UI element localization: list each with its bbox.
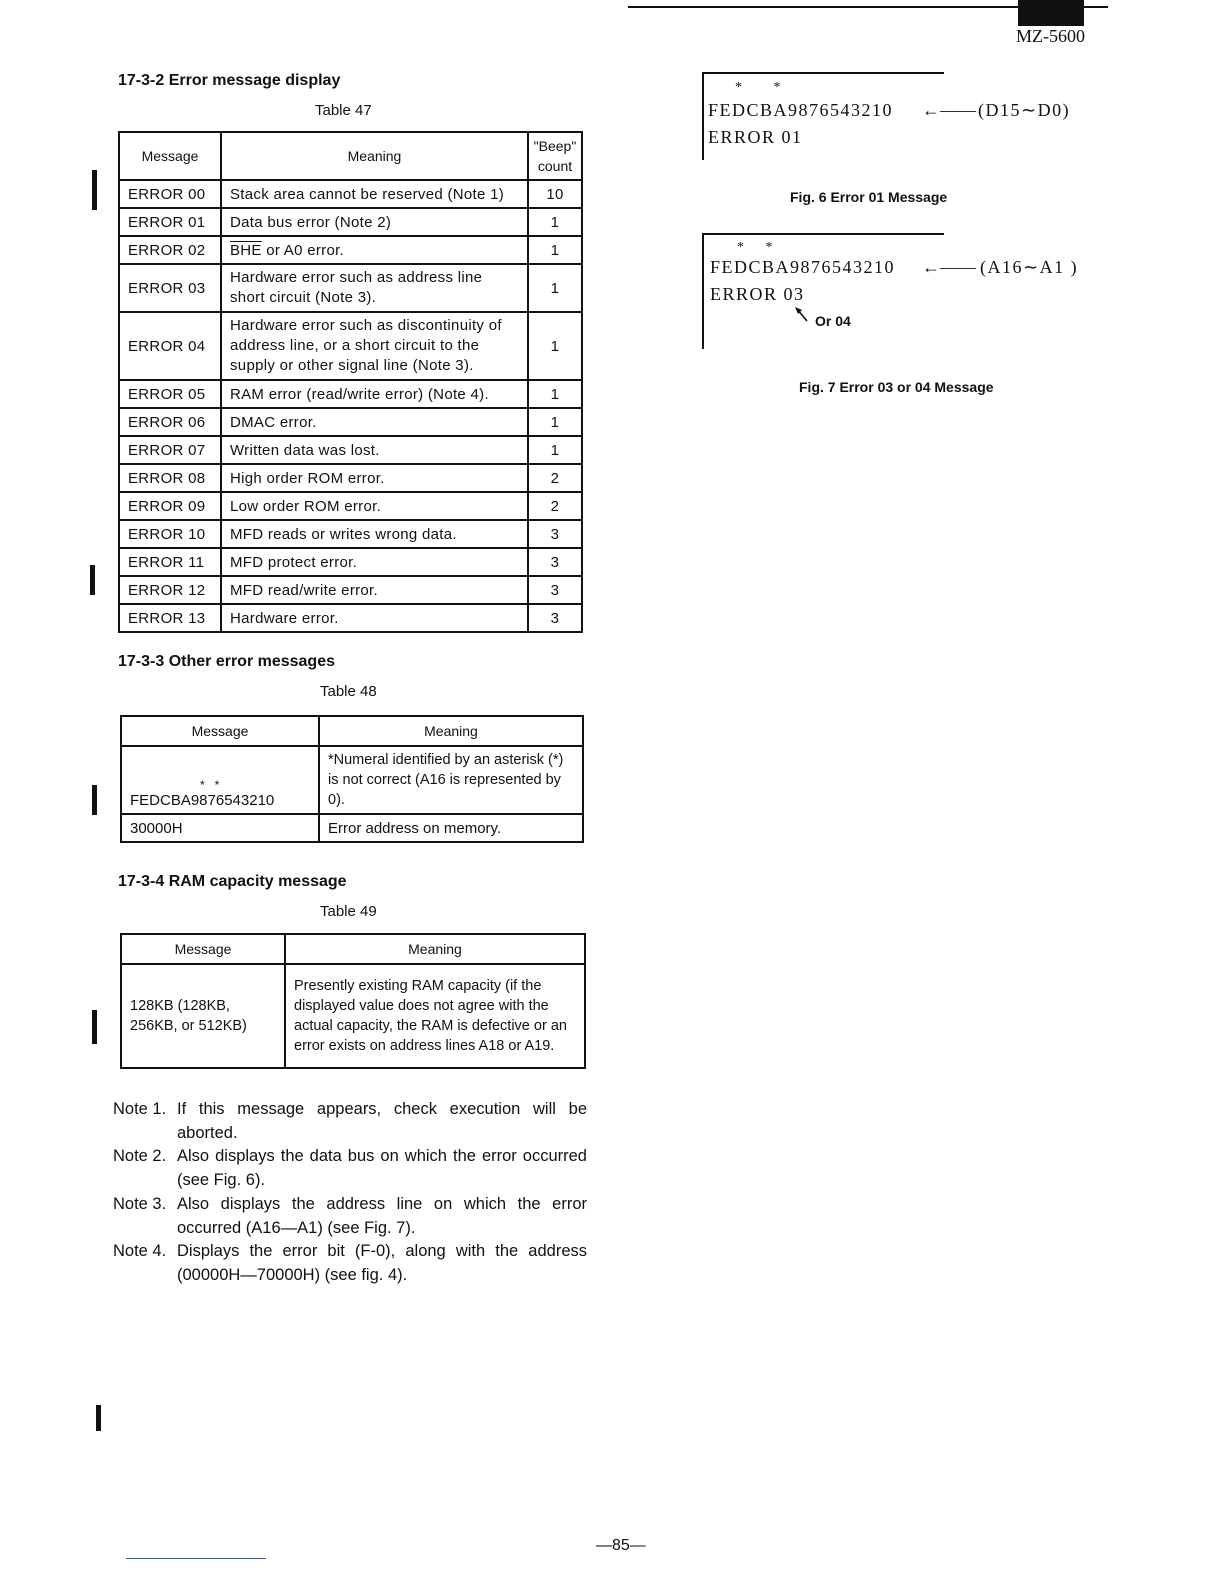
fig6-error: ERROR 01 [708, 127, 803, 147]
fig7-top-rule [702, 233, 944, 235]
column-header-meaning: Meaning [319, 716, 583, 746]
section-heading-other-errors: 17-3-3 Other error messages [118, 653, 335, 670]
fig7-arrow: ←—— [922, 257, 976, 277]
table-row: ERROR 09 Low order ROM error. 2 [119, 492, 582, 520]
fig6-top-rule [702, 72, 944, 74]
margin-mark [92, 1010, 97, 1044]
table-row: ERROR 11 MFD protect error. 3 [119, 548, 582, 576]
note-2: Note 2. Also displays the data bus on which the error occurred (see Fig. 6). [113, 1147, 587, 1189]
fig6-caption: Fig. 6 Error 01 Message [790, 189, 948, 205]
fig6-arrow: ←—— [922, 100, 976, 120]
margin-mark [92, 170, 97, 210]
table-47-caption: Table 47 [315, 102, 372, 119]
column-header-message: Message [121, 716, 319, 746]
note-1: Note 1. If this message appears, check execution will be aborted. [113, 1100, 587, 1142]
fig7-range: (A16∼A1 ) [980, 257, 1079, 277]
table-row: ERROR 08 High order ROM error. 2 [119, 464, 582, 492]
margin-mark [90, 565, 95, 595]
table-48-caption: Table 48 [320, 683, 377, 700]
table-row: 128KB (128KB, 256KB, or 512KB) Presently existing RAM capacity (if the displayed value does not agree with the actual capacity, the RAM is defective or an error exists on address lines A18 or A19. [121, 964, 585, 1068]
column-header-message: Message [121, 934, 285, 964]
fig6-asterisks: * * [735, 80, 782, 95]
table-row: ERROR 07 Written data was lost. 1 [119, 436, 582, 464]
table-row: ERROR 12 MFD read/write error. 3 [119, 576, 582, 604]
table-47 [118, 131, 583, 633]
table-row: * * FEDCBA9876543210 *Numeral identified by an asterisk (*) is not correct (A16 is represented by 0). [121, 746, 583, 814]
table-row: ERROR 02 $\overline{BHE}$ or A0 error. 1 [119, 236, 582, 264]
note-4: Note 4. Displays the error bit (F-0), along with the address (00000H—70000H) (see fig. 4). [113, 1242, 587, 1284]
table-row: ERROR 06 DMAC error. 1 [119, 408, 582, 436]
table-row: ERROR 04 Hardware error such as discontinuity of address line, or a short circuit to the supply or other signal line (Note 3). 1 [119, 312, 582, 380]
margin-mark [96, 1405, 101, 1431]
fig6-left-rule [702, 72, 704, 160]
table-48 [120, 715, 584, 843]
table-row: ERROR 13 Hardware error. 3 [119, 604, 582, 632]
fig7-pointer-arrow [794, 306, 810, 324]
column-header-meaning: Meaning [221, 132, 528, 180]
fig7-asterisks: * * [737, 240, 774, 255]
note-3: Note 3. Also displays the address line on which the error occurred (A16—A1) (see Fig. 7). [113, 1195, 587, 1237]
fig7-caption: Fig. 7 Error 03 or 04 Message [799, 379, 994, 395]
fig7-error: ERROR 03 [710, 284, 805, 304]
column-header-meaning: Meaning [285, 934, 585, 964]
table-49 [120, 933, 586, 1069]
table-row: ERROR 10 MFD reads or writes wrong data. 3 [119, 520, 582, 548]
model-number: MZ-5600 [1016, 26, 1085, 46]
fig6-range: (D15∼D0) [978, 100, 1071, 120]
asterisk-marks: * * [200, 778, 220, 792]
column-header-beep: "Beep" count [528, 132, 582, 180]
table-row: ERROR 01 Data bus error (Note 2) 1 [119, 208, 582, 236]
section-heading-errors: 17-3-2 Error message display [118, 72, 341, 89]
fig7-bits: FEDCBA9876543210 [710, 257, 896, 277]
fig6-bits: FEDCBA9876543210 [708, 100, 894, 120]
column-header-message: Message [119, 132, 221, 180]
header-block [1018, 0, 1084, 26]
page-number: —85— [596, 1537, 646, 1554]
table-row: 30000H Error address on memory. [121, 814, 583, 842]
table-row: ERROR 03 Hardware error such as address line short circuit (Note 3). 1 [119, 264, 582, 312]
margin-mark [92, 785, 97, 815]
table-row: ERROR 05 RAM error (read/write error) (Note 4). 1 [119, 380, 582, 408]
footer-rule [126, 1558, 266, 1559]
fig7-alternative: Or 04 [815, 313, 851, 329]
bit-pattern: FEDCBA9876543210 [130, 792, 275, 809]
table-row: ERROR 00 Stack area cannot be reserved (Note 1) 10 [119, 180, 582, 208]
table-49-caption: Table 49 [320, 903, 377, 920]
fig7-left-rule [702, 233, 704, 349]
section-heading-ram: 17-3-4 RAM capacity message [118, 873, 347, 890]
